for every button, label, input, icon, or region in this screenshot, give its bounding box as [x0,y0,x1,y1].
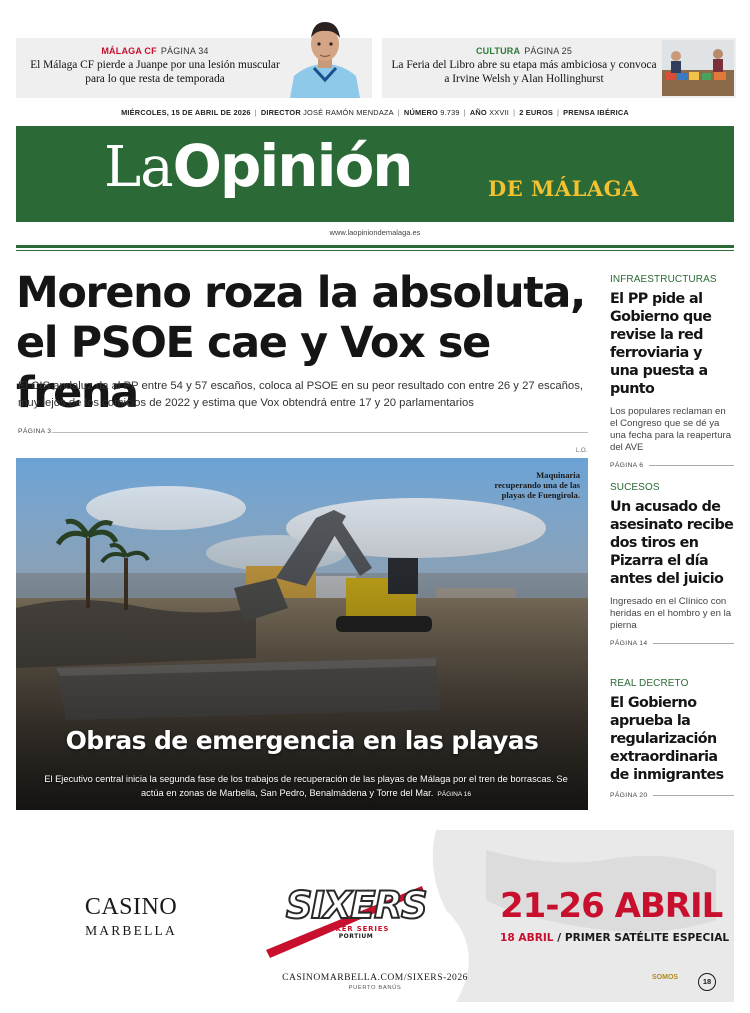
player-photo [284,14,366,98]
masthead[interactable] [16,126,734,222]
main-headline[interactable]: Moreno roza la absoluta, el PSOE cae y Vox se frena [16,268,585,418]
sidebar-page-ref: PÁGINA 6 [610,462,644,469]
issue-info-line: MIÉRCOLES, 15 DE ABRIL DE 2026 | DIRECTOR JOSÉ RAMÓN MENDAZA | NÚMERO 9.739 | AÑO XXVII | 2 EUROS | PRENSA IBÉRICA [121,108,629,117]
teaser-culture-section: CULTURA [475,46,521,56]
ad-location: PUERTO BANÚS [348,985,402,991]
director-label: DIRECTOR [260,108,301,117]
sidebar-story-infraestructuras[interactable] [610,274,734,469]
satellite-line [500,932,729,944]
year-label: AÑO [469,108,487,117]
teaser-culture[interactable] [382,38,736,98]
publisher-group: PRENSA IBÉRICA [563,108,629,117]
sidebar-story-sucesos[interactable] [610,482,734,647]
sidebar-kicker: INFRAESTRUCTURAS [610,274,717,285]
ad-url[interactable]: CASINOMARBELLA.COM/SIXERS-2026 [282,972,468,983]
satellite-text: / PRIMER SATÉLITE ESPECIAL [557,932,730,944]
event-dates: 21-26 ABRIL [500,886,723,926]
teaser-sport-section: MÁLAGA CF [101,46,157,56]
casino-advertisement[interactable] [16,830,734,1002]
issue-year: XXVII [489,108,510,117]
teaser-sport-page: PÁGINA 34 [160,46,209,56]
age-restriction-icon: 18 [698,973,716,991]
photo-page-ref: PÁGINA 16 [437,791,472,798]
sidebar-page-ref: PÁGINA 14 [610,640,648,647]
teaser-culture-text: La Feria del Libro abre su etapa más ambiciosa y convoca a Irvine Welsh y Alan Hollinghurst [391,59,657,85]
number-label: NÚMERO [403,108,438,117]
newspaper-logo: LaOpinión [104,132,412,200]
photo-body: El Ejecutivo central inicia la segunda fase de los trabajos de recuperación de las playas de Málaga por el tren de borrascas. Se actúa en zonas de Marbella, San Pedro, Benalmádena y Torre del Mar. [44,774,568,798]
divider [16,245,734,248]
sidebar-kicker: SUCESOS [610,482,660,493]
sidebar-story-real-decreto[interactable] [610,678,734,799]
somos-seal: SOMOS [652,974,679,981]
sidebar-page-ref: PÁGINA 20 [610,792,648,799]
sidebar-headline: El Gobierno aprueba la regularización extraordinaria de inmigrantes [610,695,724,783]
photo-title: Obras de emergencia en las playas [65,726,539,755]
sixers-logo: SIXERS POKER SERIES PORTIUM [285,884,427,940]
photo-credit: L.O. [576,448,588,454]
logo-subtitle: DE MÁLAGA [488,176,639,201]
divider [16,250,734,251]
sidebar-headline: Un acusado de asesinato recibe dos tiros en Pizarra el día antes del juicio [610,499,734,587]
website-url[interactable]: www.laopiniondemalaga.es [329,228,421,237]
director-name: JOSÉ RAMÓN MENDAZA [303,108,394,117]
divider [52,432,588,433]
issue-date: MIÉRCOLES, 15 DE ABRIL DE 2026 [121,108,251,117]
teaser-sport-text: El Málaga CF pierde a Juanpe por una lesión muscular para lo que resta de temporada [30,59,280,85]
top-teasers [16,38,736,98]
teaser-sport[interactable] [16,38,372,98]
teaser-culture-page: PÁGINA 25 [524,46,573,56]
main-page-ref: PÁGINA 3 [18,428,52,435]
sidebar-kicker: REAL DECRETO [610,678,689,689]
casino-logo: CASINO MARBELLA [84,894,178,938]
sidebar-headline: El PP pide al Gobierno que revise la red ferroviaria y una puesta a punto [610,291,712,397]
book-fair-photo [662,40,734,96]
sidebar-summary: Ingresado en el Clínico con heridas en el hombro y en la pierna [610,596,732,631]
main-lead: El CIS andaluz da al PP entre 54 y 57 escaños, coloca al PSOE en su peor resultado con entre 26 y 27 escaños, muy lejos de los comicios de 2022 y estima que Vox obtendrá entre 17 y 20 parlamentarios [18,380,583,409]
beach-works-photo[interactable] [16,458,588,810]
photo-text [36,772,576,802]
photo-caption: Maquinaria recuperando una de las playas de Fuengirola. [494,470,580,500]
satellite-date: 18 ABRIL [500,932,554,944]
sidebar-summary: Los populares reclaman en el Congreso que se dé ya una fecha para la reapertura del AVE [610,406,732,453]
issue-number: 9.739 [440,108,460,117]
issue-price: 2 EUROS [519,108,554,117]
